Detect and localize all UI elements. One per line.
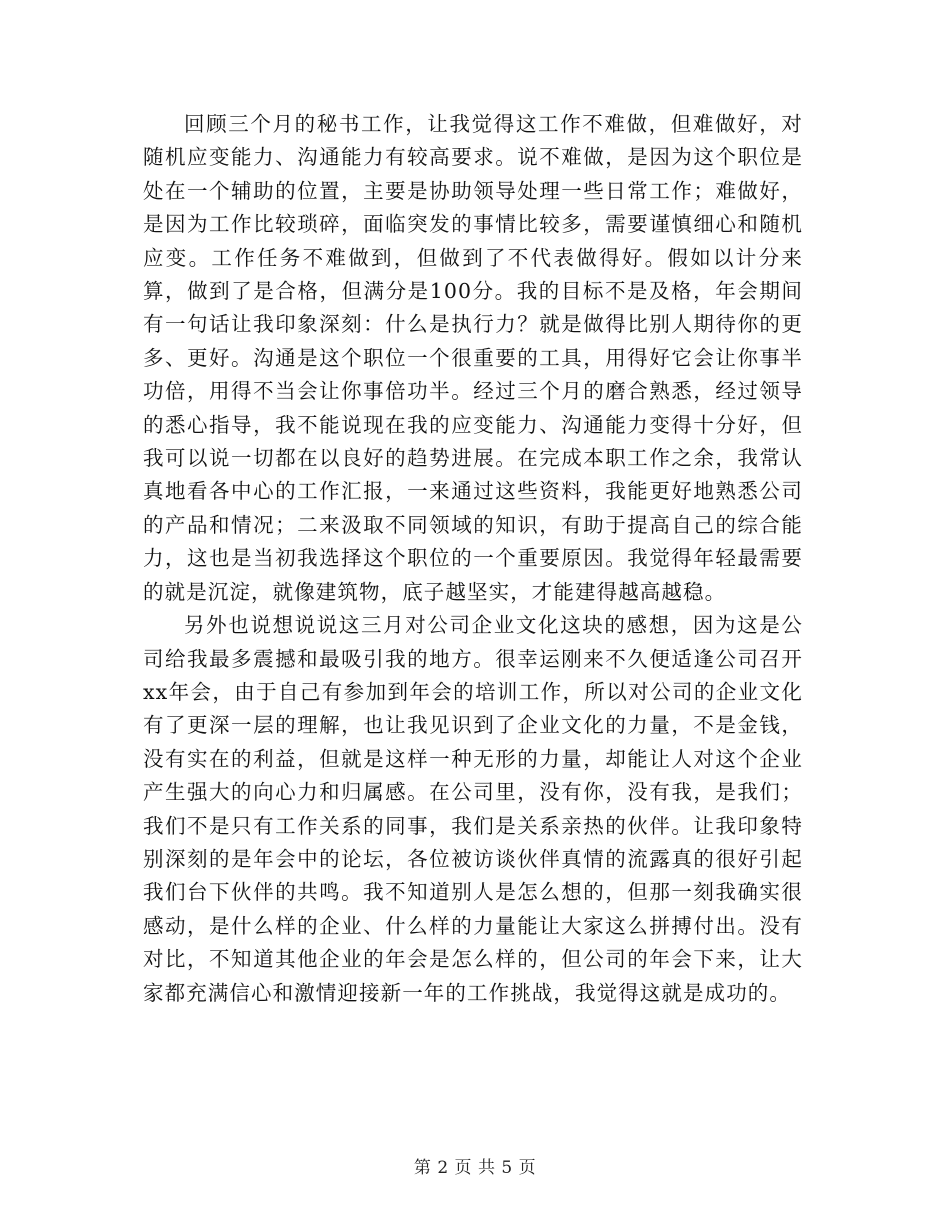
document-body <box>143 108 803 1010</box>
page-number-footer: 第 2 页 共 5 页 <box>413 1158 537 1178</box>
paragraph-2: 另外也说想说说这三月对公司企业文化这块的感想，因为这是公司给我最多震撼和最吸引我的地方。很幸运刚来不久便适逢公司召开xx年会，由于自己有参加到年会的培训工作，所以对公司的企业文化有了更深一层的理解，也让我见识到了企业文化的力量，不是金钱，没有实在的利益，但就是这样一种无形的力量，却能让人对这个企业产生强大的向心力和归属感。在公司里，没有你，没有我，是我们；我们不是只有工作关系的同事，我们是关系亲热的伙伴。让我印象特别深刻的是年会中的论坛，各位被访谈伙伴真情的流露真的很好引起我们台下伙伴的共鸣。我不知道别人是怎么想的，但那一刻我确实很感动，是什么样的企业、什么样的力量能让大家这么拼搏付出。没有对比，不知道其他企业的年会是怎么样的，但公司的年会下来，让大家都充满信心和激情迎接新一年的工作挑战，我觉得这就是成功的。 <box>143 613 803 1005</box>
paragraph-1: 回顾三个月的秘书工作，让我觉得这工作不难做，但难做好，对随机应变能力、沟通能力有较高要求。说不难做，是因为这个职位是处在一个辅助的位置，主要是协助领导处理一些日常工作；难做好，是因为工作比较琐碎，面临突发的事情比较多，需要谨慎细心和随机应变。工作任务不难做到，但做到了不代表做得好。假如以计分来算，做到了是合格，但满分是100分。我的目标不是及格，年会期间有一句话让我印象深刻：什么是执行力？就是做得比别人期待你的更多、更好。沟通是这个职位一个很重要的工具，用得好它会让你事半功倍，用得不当会让你事倍功半。经过三个月的磨合熟悉，经过领导的悉心指导，我不能说现在我的应变能力、沟通能力变得十分好，但我可以说一切都在以良好的趋势进展。在完成本职工作之余，我常认真地看各中心的工作汇报，一来通过这些资料，我能更好地熟悉公司的产品和情况；二来汲取不同领域的知识，有助于提高自己的综合能力，这也是当初我选择这个职位的一个重要原因。我觉得年轻最需要的就是沉淀，就像建筑物，底子越坚实，才能建得越高越稳。 <box>143 112 803 604</box>
